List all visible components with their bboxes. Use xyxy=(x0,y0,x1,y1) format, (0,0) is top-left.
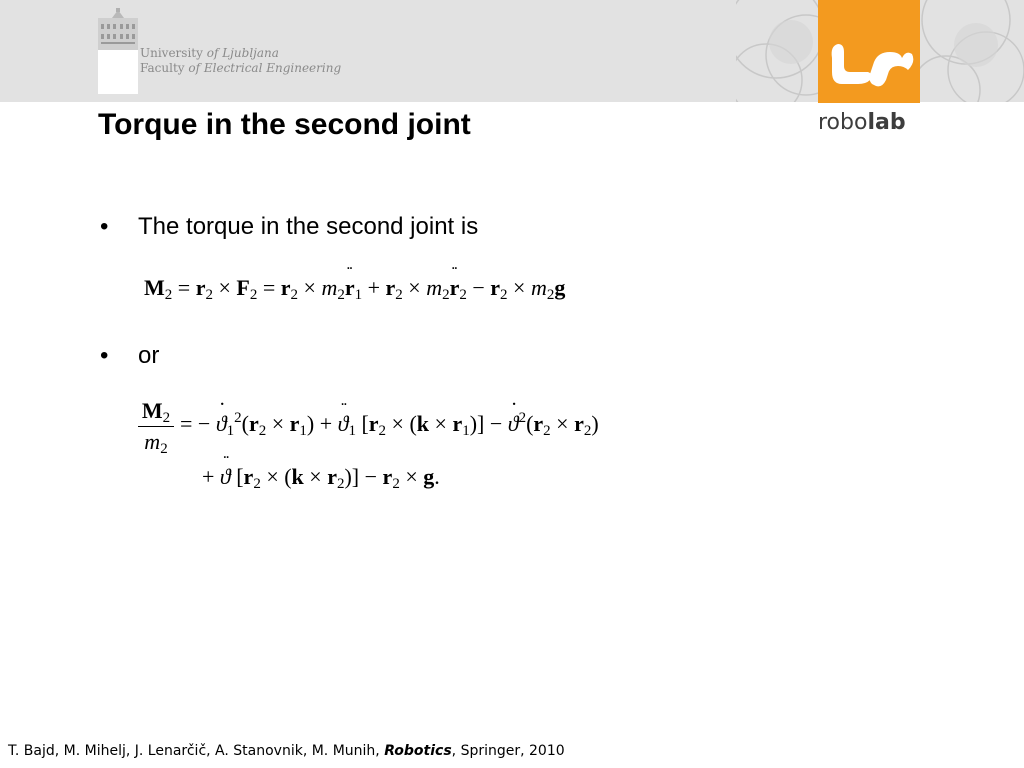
bullet-marker: • xyxy=(100,342,109,369)
bullet-marker: • xyxy=(100,213,109,240)
robolab-logo-text: robolab xyxy=(818,110,906,135)
equation-line-1: = − ˙ $ϑ_1^2(r_2 \times r_1)$ + ¨ $ϑ_1$ $[r_2 \times (k \times r_1)]$ − ˙ $ϑ^2(r_2 \times r_2)$ xyxy=(180,411,599,437)
university-name: University of Ljubljana Faculty of Electrical Engineering xyxy=(140,46,342,75)
lr-logo-icon xyxy=(818,0,920,103)
slide-title: Torque in the second joint xyxy=(98,108,471,141)
citation-footer: T. Bajd, M. Mihelj, J. Lenarčič, A. Stanovnik, M. Munih, Robotics, Springer, 2010 xyxy=(8,743,565,759)
university-logo xyxy=(96,8,356,94)
bullet-text: The torque in the second joint is xyxy=(138,213,479,240)
lr-logo xyxy=(818,0,920,103)
equation-torque: $M_2 = r_2 \times F_2 = r_2$ × $m_2¨$ $r_1 + r_2$ × $m_2¨$ $r_2 - r_2 \times m_2g$ xyxy=(144,275,565,301)
building-icon xyxy=(96,8,140,94)
equation-line-2: + ¨ ϑ $[r_2 \times (k \times r_2)] - r_2 \times g$. xyxy=(202,464,440,490)
bullet-text: or xyxy=(138,342,160,369)
equation-fraction: $M_2$ $m_2$ xyxy=(138,398,174,455)
